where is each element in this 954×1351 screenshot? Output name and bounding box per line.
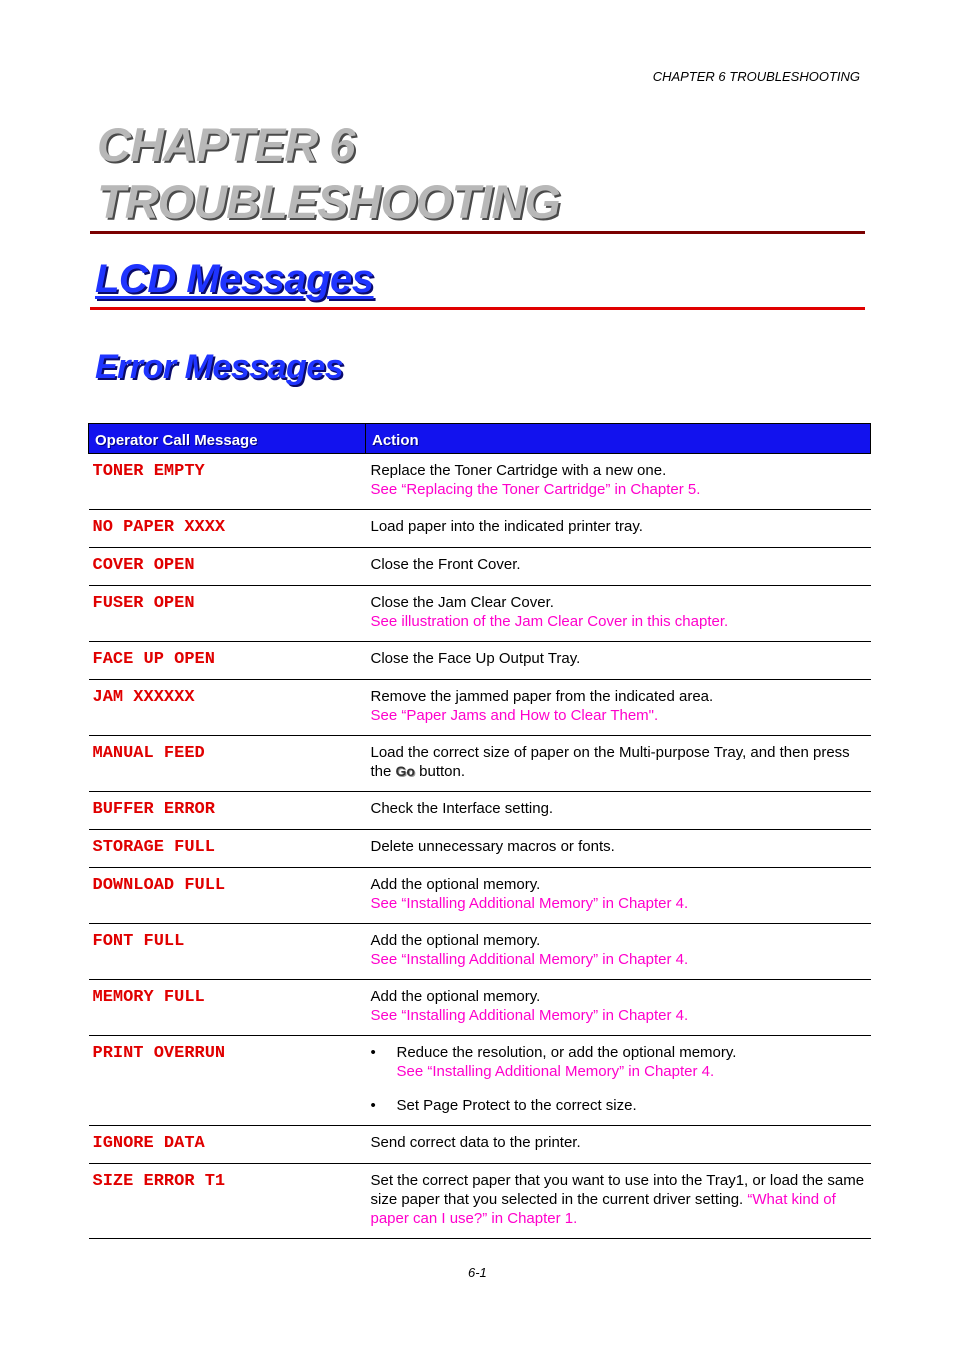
message-code: PRINT OVERRUN	[89, 1036, 366, 1126]
action-text: Set the correct paper that you want to use into the Tray1, or load the same size paper that you selected in the current driver setting.	[370, 1172, 865, 1208]
message-code: IGNORE DATA	[89, 1126, 366, 1164]
running-header: CHAPTER 6 TROUBLESHOOTING	[652, 69, 860, 84]
table-row	[89, 1126, 871, 1164]
action-text: Add the optional memory.	[370, 876, 541, 893]
bullet-item	[371, 1043, 865, 1081]
action-cell	[366, 830, 871, 868]
action-cell	[366, 1164, 871, 1239]
message-code: FUSER OPEN	[89, 586, 366, 642]
action-cell	[366, 548, 871, 586]
action-cell	[366, 792, 871, 830]
table-row	[89, 924, 871, 980]
table-header-row	[89, 424, 871, 454]
page-number: 6-1	[468, 1265, 487, 1280]
action-cell	[366, 642, 871, 680]
action-text: Close the Jam Clear Cover.	[370, 594, 554, 611]
chapter-title	[97, 116, 560, 230]
chapter-divider	[90, 231, 865, 234]
table-row	[89, 980, 871, 1036]
reference-link[interactable]: See illustration of the Jam Clear Cover in this chapter.	[370, 613, 729, 630]
reference-link[interactable]: “What kind of paper can I use?” in Chapter 1.	[370, 1191, 836, 1227]
message-code: MANUAL FEED	[89, 736, 366, 792]
action-cell	[366, 924, 871, 980]
message-code: NO PAPER XXXX	[89, 510, 366, 548]
table-row	[89, 454, 871, 510]
action-text: Add the optional memory.	[370, 988, 541, 1005]
table-row	[89, 830, 871, 868]
bullet-text: • Reduce the resolution, or add the optional memory.	[396, 1044, 737, 1061]
message-code: MEMORY FULL	[89, 980, 366, 1036]
subsection-title: Error Messages	[95, 348, 344, 386]
action-text-suffix: button.	[414, 763, 466, 780]
chapter-title-line-2: TROUBLESHOOTING	[97, 175, 560, 228]
go-button-icon: Go	[395, 763, 415, 779]
action-text: Replace the Toner Cartridge with a new one.	[370, 462, 667, 479]
action-text: Load the correct size of paper on the Multi-purpose Tray, and then press the	[370, 744, 850, 780]
action-text: Close the Front Cover.	[370, 556, 521, 573]
reference-link[interactable]: See “Replacing the Toner Cartridge” in Chapter 5.	[370, 481, 701, 498]
message-code: STORAGE FULL	[89, 830, 366, 868]
message-code: JAM XXXXXX	[89, 680, 366, 736]
bullet-text: • Set Page Protect to the correct size.	[396, 1097, 637, 1114]
action-text: Load paper into the indicated printer tray.	[370, 518, 643, 535]
table-row	[89, 510, 871, 548]
table-row	[89, 1164, 871, 1239]
table-row	[89, 548, 871, 586]
message-code: COVER OPEN	[89, 548, 366, 586]
action-text: Close the Face Up Output Tray.	[370, 650, 581, 667]
action-text: Send correct data to the printer.	[370, 1134, 581, 1151]
action-cell	[366, 736, 871, 792]
message-code: FACE UP OPEN	[89, 642, 366, 680]
message-code: FONT FULL	[89, 924, 366, 980]
bullet-item	[371, 1096, 865, 1115]
message-code: SIZE ERROR T1	[89, 1164, 366, 1239]
bullet-list	[371, 1043, 865, 1115]
action-text: Delete unnecessary macros or fonts.	[370, 838, 615, 855]
table-row	[89, 680, 871, 736]
column-header-message: Operator Call Message	[89, 424, 366, 454]
reference-link[interactable]: See “Paper Jams and How to Clear Them".	[370, 707, 659, 724]
reference-link[interactable]: See “Installing Additional Memory” in Chapter 4.	[370, 895, 689, 912]
section-divider	[90, 307, 865, 310]
action-text: Check the Interface setting.	[370, 800, 554, 817]
error-messages-table	[88, 423, 871, 1239]
reference-link[interactable]: See “Installing Additional Memory” in Chapter 4.	[370, 1007, 689, 1024]
reference-link[interactable]: See “Installing Additional Memory” in Chapter 4.	[396, 1063, 715, 1080]
message-code: TONER EMPTY	[89, 454, 366, 510]
column-header-action: Action	[366, 424, 871, 454]
action-text: Add the optional memory.	[370, 932, 541, 949]
action-cell	[366, 1036, 871, 1126]
table-row	[89, 736, 871, 792]
action-cell	[366, 510, 871, 548]
chapter-title-line-1: CHAPTER 6	[97, 118, 355, 171]
reference-link[interactable]: See “Installing Additional Memory” in Chapter 4.	[370, 951, 689, 968]
action-cell	[366, 680, 871, 736]
message-code: BUFFER ERROR	[89, 792, 366, 830]
table-row	[89, 1036, 871, 1126]
section-title: LCD Messages	[95, 257, 374, 301]
table-row	[89, 792, 871, 830]
action-text: Remove the jammed paper from the indicated area.	[370, 688, 714, 705]
message-code: DOWNLOAD FULL	[89, 868, 366, 924]
action-cell	[366, 868, 871, 924]
table-row	[89, 642, 871, 680]
action-cell	[366, 586, 871, 642]
action-cell	[366, 454, 871, 510]
table-row	[89, 586, 871, 642]
action-cell	[366, 980, 871, 1036]
action-cell	[366, 1126, 871, 1164]
table-row	[89, 868, 871, 924]
